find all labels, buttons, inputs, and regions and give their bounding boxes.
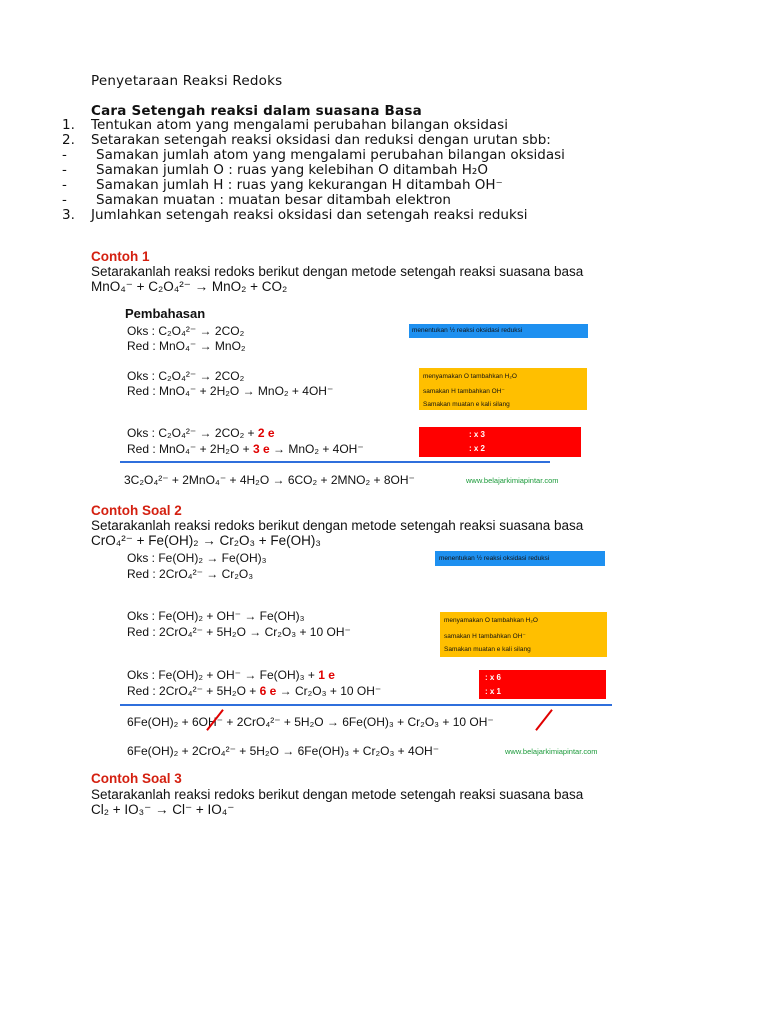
c2-s2-oks: Oks : Fe(OH)₂ + OH⁻ → Fe(OH)₃ xyxy=(127,609,305,623)
contoh-3-heading: Contoh Soal 3 xyxy=(91,771,182,786)
c2-s1-red: Red : 2CrO₄²⁻ → Cr₂O₃ xyxy=(127,567,254,581)
step-marker: - xyxy=(62,147,67,163)
contoh-2-heading: Contoh Soal 2 xyxy=(91,503,182,518)
c2-s3-red: Red : 2CrO₄²⁻ + 5H₂O + 6 e → Cr₂O₃ + 10 OH⁻ xyxy=(127,684,382,698)
c1-s2-note: samakan H tambahkan OH⁻ xyxy=(423,388,505,395)
c1-s1-red: Red : MnO₄⁻ → MnO₂ xyxy=(127,339,246,353)
c1-s3-mult-box xyxy=(419,427,581,457)
electron-count: 1 e xyxy=(318,668,335,682)
c2-s2-note: samakan H tambahkan OH⁻ xyxy=(444,633,526,640)
step-marker: - xyxy=(62,177,67,193)
c2-s3-mult-box xyxy=(479,670,606,699)
multiplier: : x 6 xyxy=(485,673,502,682)
c1-s1-note-box xyxy=(409,324,588,338)
step-text: Samakan muatan : muatan besar ditambah elektron xyxy=(96,192,451,208)
divider-line xyxy=(120,461,550,463)
strike-mark xyxy=(535,709,553,731)
c2-s2-note: Samakan muatan e kali silang xyxy=(444,646,531,653)
c2-s1-note-box xyxy=(435,551,605,566)
c1-s1-note: menentukan ½ reaksi oksidasi reduksi xyxy=(412,327,523,334)
c2-s1-note: menentukan ½ reaksi oksidasi reduksi xyxy=(439,555,550,562)
multiplier: : x 2 xyxy=(469,444,486,453)
step-text: Setarakan setengah reaksi oksidasi dan reduksi dengan urutan sbb: xyxy=(91,132,551,148)
contoh-1-heading: Contoh 1 xyxy=(91,249,150,264)
pembahasan-label: Pembahasan xyxy=(125,306,206,321)
divider-line xyxy=(120,704,612,706)
c1-s2-note: Samakan muatan e kali silang xyxy=(423,401,510,408)
c1-s1-oks: Oks : C₂O₄²⁻ → 2CO₂ xyxy=(127,324,245,338)
c2-s3-oks: Oks : Fe(OH)₂ + OH⁻ → Fe(OH)₃ + 1 e xyxy=(127,668,335,682)
c2-sum-equation: 6Fe(OH)₂ + 6OH⁻ + 2CrO₄²⁻ + 5H₂O → 6Fe(OH)₃ + Cr₂O₃ + 10 OH⁻ xyxy=(127,715,494,729)
page-title: Penyetaraan Reaksi Redoks xyxy=(91,73,283,89)
contoh-1-question: Setarakanlah reaksi redoks berikut dengan metode setengah reaksi suasana basa xyxy=(91,264,584,279)
multiplier: : x 1 xyxy=(485,687,502,696)
page-subtitle: Cara Setengah reaksi dalam suasana Basa xyxy=(91,103,422,119)
multiplier: : x 3 xyxy=(469,430,486,439)
contoh-2-question: Setarakanlah reaksi redoks berikut dengan metode setengah reaksi suasana basa xyxy=(91,518,584,533)
c1-s2-note: menyamakan O tambahkan H₂O xyxy=(423,373,517,380)
c1-s2-oks: Oks : C₂O₄²⁻ → 2CO₂ xyxy=(127,369,245,383)
c2-s2-red: Red : 2CrO₄²⁻ + 5H₂O → Cr₂O₃ + 10 OH⁻ xyxy=(127,625,351,639)
website-label: www.belajarkimiapintar.com xyxy=(466,476,559,485)
contoh-3-reaction: Cl₂ + IO₃⁻ → Cl⁻ + IO₄⁻ xyxy=(91,802,235,817)
step-text: Tentukan atom yang mengalami perubahan bilangan oksidasi xyxy=(91,117,508,133)
step-marker: - xyxy=(62,192,67,208)
step-marker: 3. xyxy=(62,207,75,223)
c1-s2-note-box xyxy=(419,368,587,410)
website-label: www.belajarkimiapintar.com xyxy=(505,747,598,756)
contoh-2-reaction: CrO₄²⁻ + Fe(OH)₂ → Cr₂O₃ + Fe(OH)₃ xyxy=(91,533,321,548)
c2-s1-oks: Oks : Fe(OH)₂ → Fe(OH)₃ xyxy=(127,551,267,565)
c1-s3-red: Red : MnO₄⁻ + 2H₂O + 3 e → MnO₂ + 4OH⁻ xyxy=(127,442,364,456)
electron-count: 3 e xyxy=(252,442,270,456)
electron-count: 6 e xyxy=(259,684,277,698)
contoh-1-reaction: MnO₄⁻ + C₂O₄²⁻ → MnO₂ + CO₂ xyxy=(91,279,288,294)
step-text: Samakan jumlah atom yang mengalami perubahan bilangan oksidasi xyxy=(96,147,565,163)
step-text: Jumlahkan setengah reaksi oksidasi dan setengah reaksi reduksi xyxy=(91,207,528,223)
contoh-3-question: Setarakanlah reaksi redoks berikut dengan metode setengah reaksi suasana basa xyxy=(91,787,584,802)
c2-s2-note: menyamakan O tambahkan H₂O xyxy=(444,617,538,624)
electron-count: 2 e xyxy=(257,426,275,440)
c1-final-equation: 3C₂O₄²⁻ + 2MnO₄⁻ + 4H₂O → 6CO₂ + 2MNO₂ + 8OH⁻ xyxy=(124,473,415,487)
step-marker: 1. xyxy=(62,117,75,133)
c2-s2-note-box xyxy=(440,612,607,657)
c1-s2-red: Red : MnO₄⁻ + 2H₂O → MnO₂ + 4OH⁻ xyxy=(127,384,334,398)
c1-s3-oks: Oks : C₂O₄²⁻ → 2CO₂ + 2 e xyxy=(127,426,275,440)
step-marker: - xyxy=(62,162,67,178)
step-text: Samakan jumlah H : ruas yang kekurangan H ditambah OH⁻ xyxy=(96,177,503,193)
c2-final-equation: 6Fe(OH)₂ + 2CrO₄²⁻ + 5H₂O → 6Fe(OH)₃ + Cr₂O₃ + 4OH⁻ xyxy=(127,744,440,758)
step-marker: 2. xyxy=(62,132,75,148)
step-text: Samakan jumlah O : ruas yang kelebihan O ditambah H₂O xyxy=(96,162,488,178)
